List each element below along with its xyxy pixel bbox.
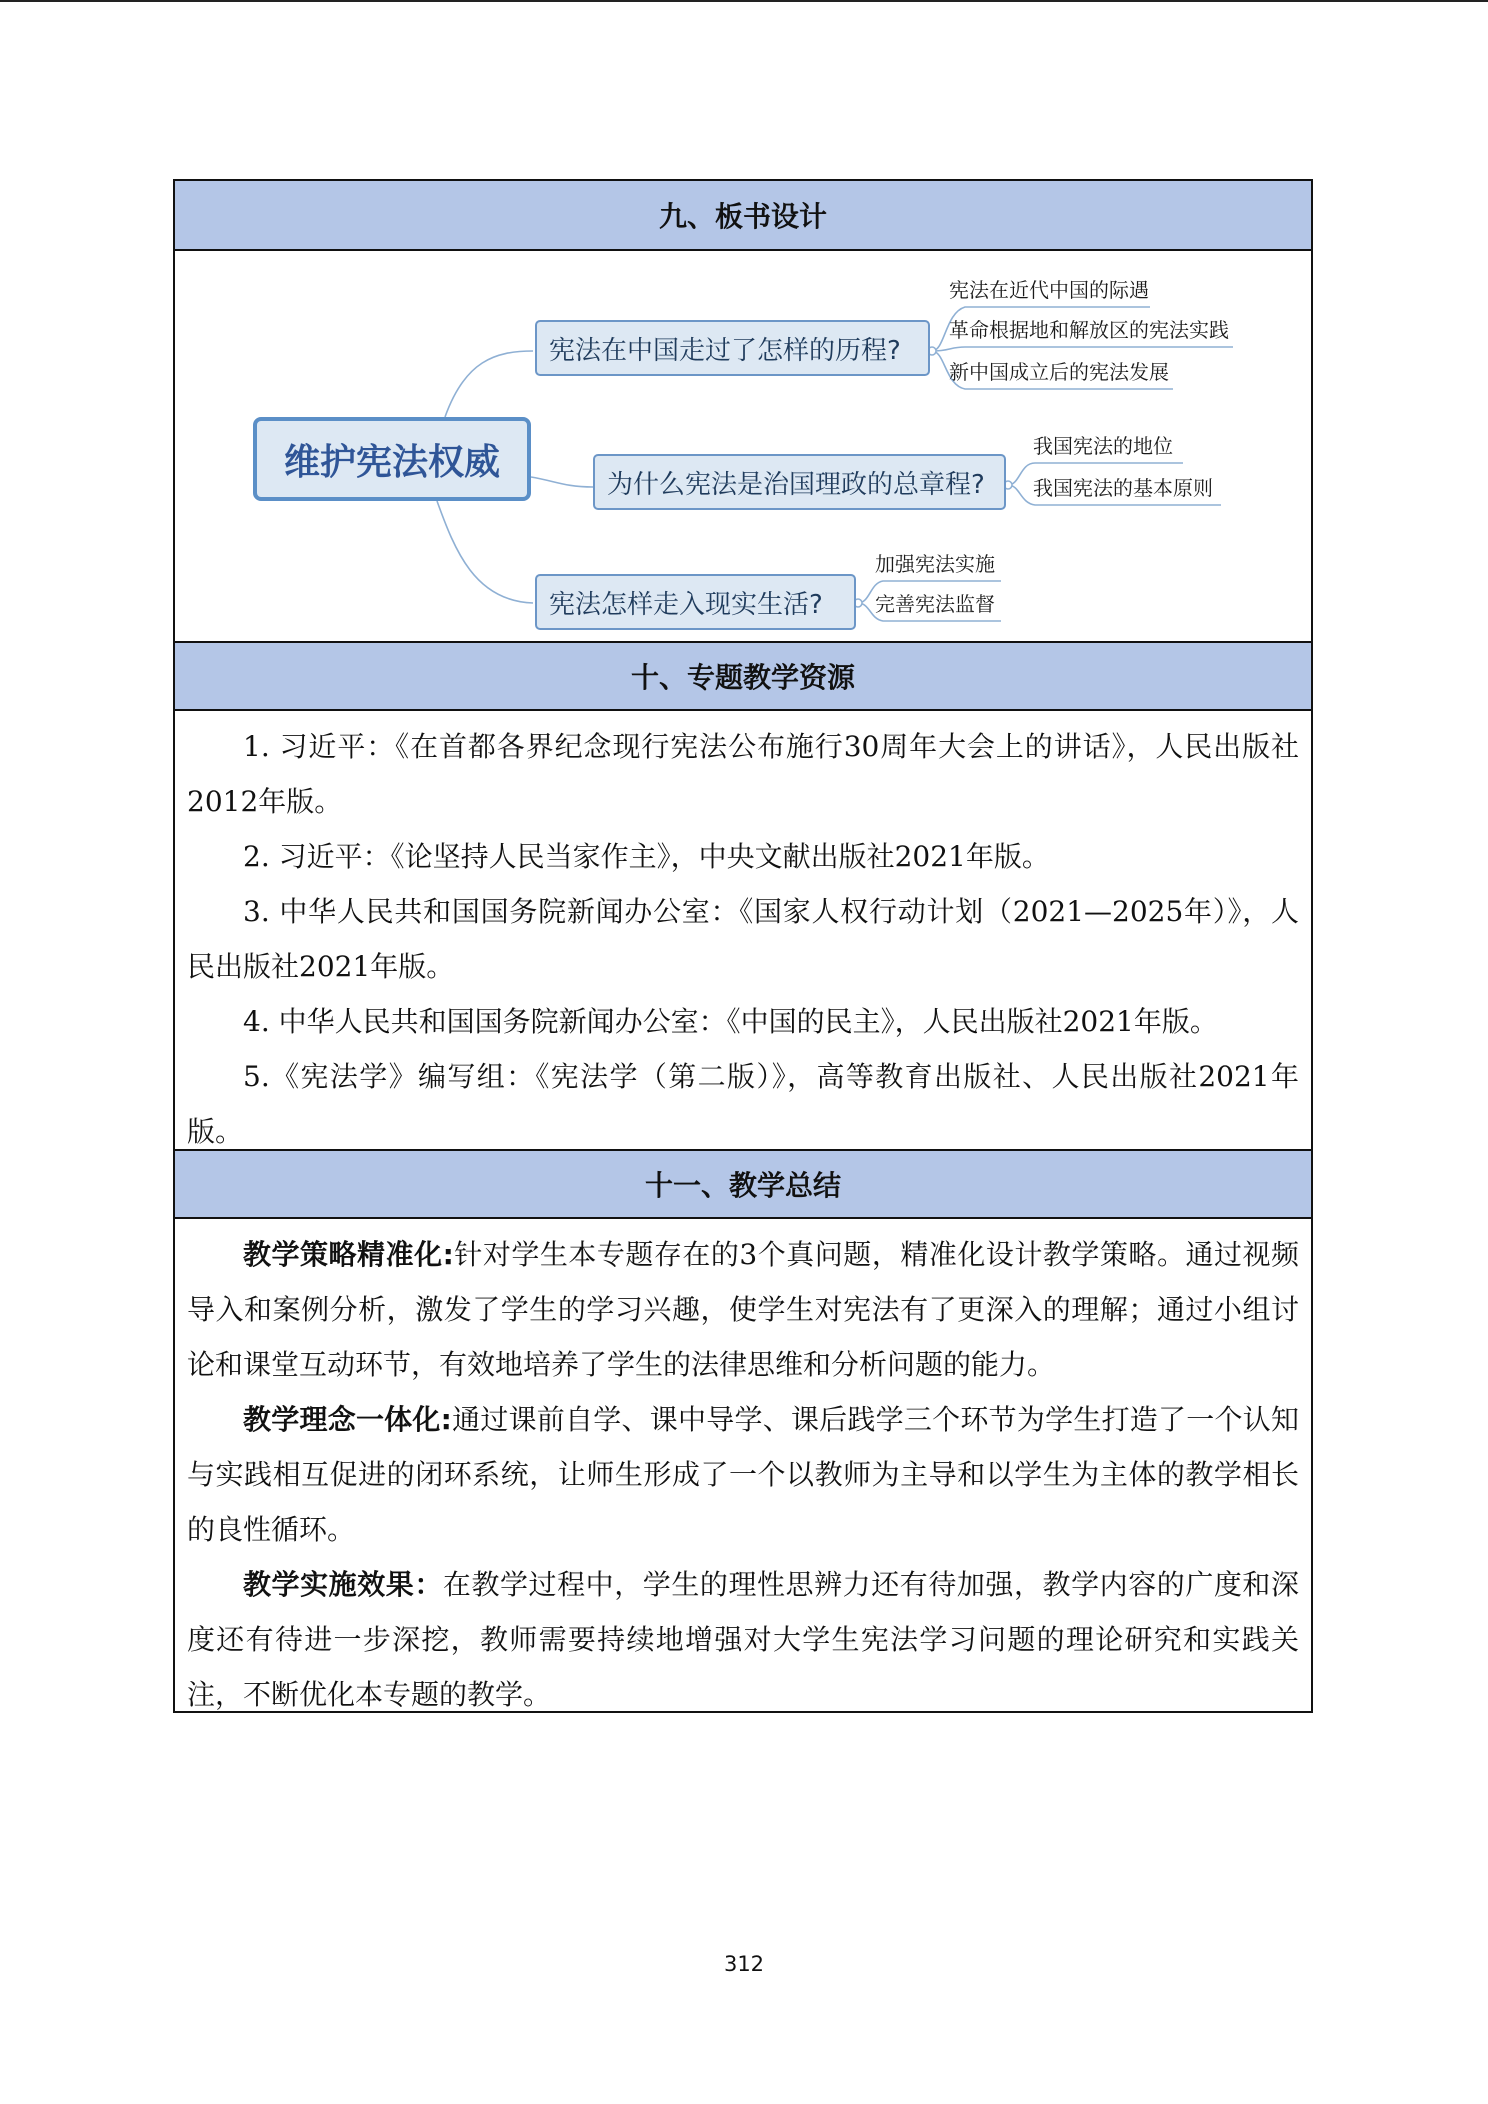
mindmap-branch-1 xyxy=(535,320,930,376)
document-table xyxy=(173,179,1313,1713)
page-number: 312 xyxy=(723,1952,765,1976)
summary-paragraph xyxy=(187,1227,1299,1392)
resource-item: 2. 习近平：《论坚持人民当家作主》，中央文献出版社2021年版。 xyxy=(243,840,1050,873)
mindmap-root-label: 维护宪法权威 xyxy=(283,441,500,483)
mindmap-leaf: 加强宪法实施 xyxy=(875,552,995,576)
branch-3-label: 宪法怎样走入现实生活? xyxy=(549,589,823,620)
section-11-header xyxy=(175,1149,1311,1219)
teaching-summary xyxy=(175,1219,1311,1711)
summary-heading: 教学理念一体化: xyxy=(243,1403,452,1436)
summary-paragraph xyxy=(187,1392,1299,1557)
mindmap-leaf: 完善宪法监督 xyxy=(875,592,995,616)
mindmap-leaf: 我国宪法的地位 xyxy=(1033,434,1173,458)
section-10-header xyxy=(175,641,1311,711)
section-10-title: 十、专题教学资源 xyxy=(630,661,855,694)
resource-item: 3. 中华人民共和国国务院新闻办公室：《国家人权行动计划（2021—2025年）》，人民出版社2021年版。 xyxy=(187,895,1299,983)
summary-text: 通过课前自学、课中导学、课后践学三个环节为学生打造了一个认知与实践相互促进的闭环系统，让师生形成了一个以教师为主导和以学生为主体的教学相长的良性循环。 xyxy=(187,1403,1299,1546)
connector-b1-leaf-2 xyxy=(932,347,1233,351)
connector-root-branch-1 xyxy=(445,351,533,417)
resource-item: 1. 习近平：《在首都各界纪念现行宪法公布施行30周年大会上的讲话》，人民出版社2012年版。 xyxy=(187,730,1299,818)
connector-root-branch-3 xyxy=(437,501,533,603)
section-11-title: 十一、教学总结 xyxy=(644,1169,841,1202)
mindmap-branch-2 xyxy=(593,454,1006,510)
mindmap-leaf: 我国宪法的基本原则 xyxy=(1033,476,1213,500)
branch-1-label: 宪法在中国走过了怎样的历程? xyxy=(549,335,901,366)
summary-text: 在教学过程中，学生的理性思辨力还有待加强，教学内容的广度和深度还有待进一步深挖，教师需要持续地增强对大学生宪法学习问题的理论研究和实践关注，不断优化本专题的教学。 xyxy=(187,1568,1299,1711)
mindmap-leaf: 革命根据地和解放区的宪法实践 xyxy=(949,318,1229,342)
mindmap-leaf: 新中国成立后的宪法发展 xyxy=(949,360,1169,384)
resource-item: 4. 中华人民共和国国务院新闻办公室：《中国的民主》，人民出版社2021年版。 xyxy=(243,1005,1218,1038)
summary-heading: 教学实施效果： xyxy=(243,1568,443,1601)
top-border-line xyxy=(0,0,1488,2)
mindmap-root xyxy=(253,417,531,501)
branch-2-label: 为什么宪法是治国理政的总章程? xyxy=(607,469,985,500)
summary-heading: 教学策略精准化: xyxy=(243,1238,454,1271)
resources-list xyxy=(175,711,1311,1149)
section-9-header xyxy=(175,181,1311,251)
mindmap-diagram xyxy=(175,251,1311,641)
mindmap-branch-3 xyxy=(535,574,856,630)
summary-paragraph xyxy=(187,1557,1299,1722)
connector-root-branch-2 xyxy=(531,477,593,487)
section-9-title: 九、板书设计 xyxy=(658,200,827,233)
summary-text: 针对学生本专题存在的3个真问题，精准化设计教学策略。通过视频导入和案例分析，激发了学生的学习兴趣，使学生对宪法有了更深入的理解；通过小组讨论和课堂互动环节，有效地培养了学生的法律思维和分析问题的能力。 xyxy=(187,1238,1299,1381)
mindmap-leaf: 宪法在近代中国的际遇 xyxy=(949,278,1149,302)
resource-item: 5.《宪法学》编写组：《宪法学（第二版）》，高等教育出版社、人民出版社2021年版。 xyxy=(187,1060,1299,1148)
